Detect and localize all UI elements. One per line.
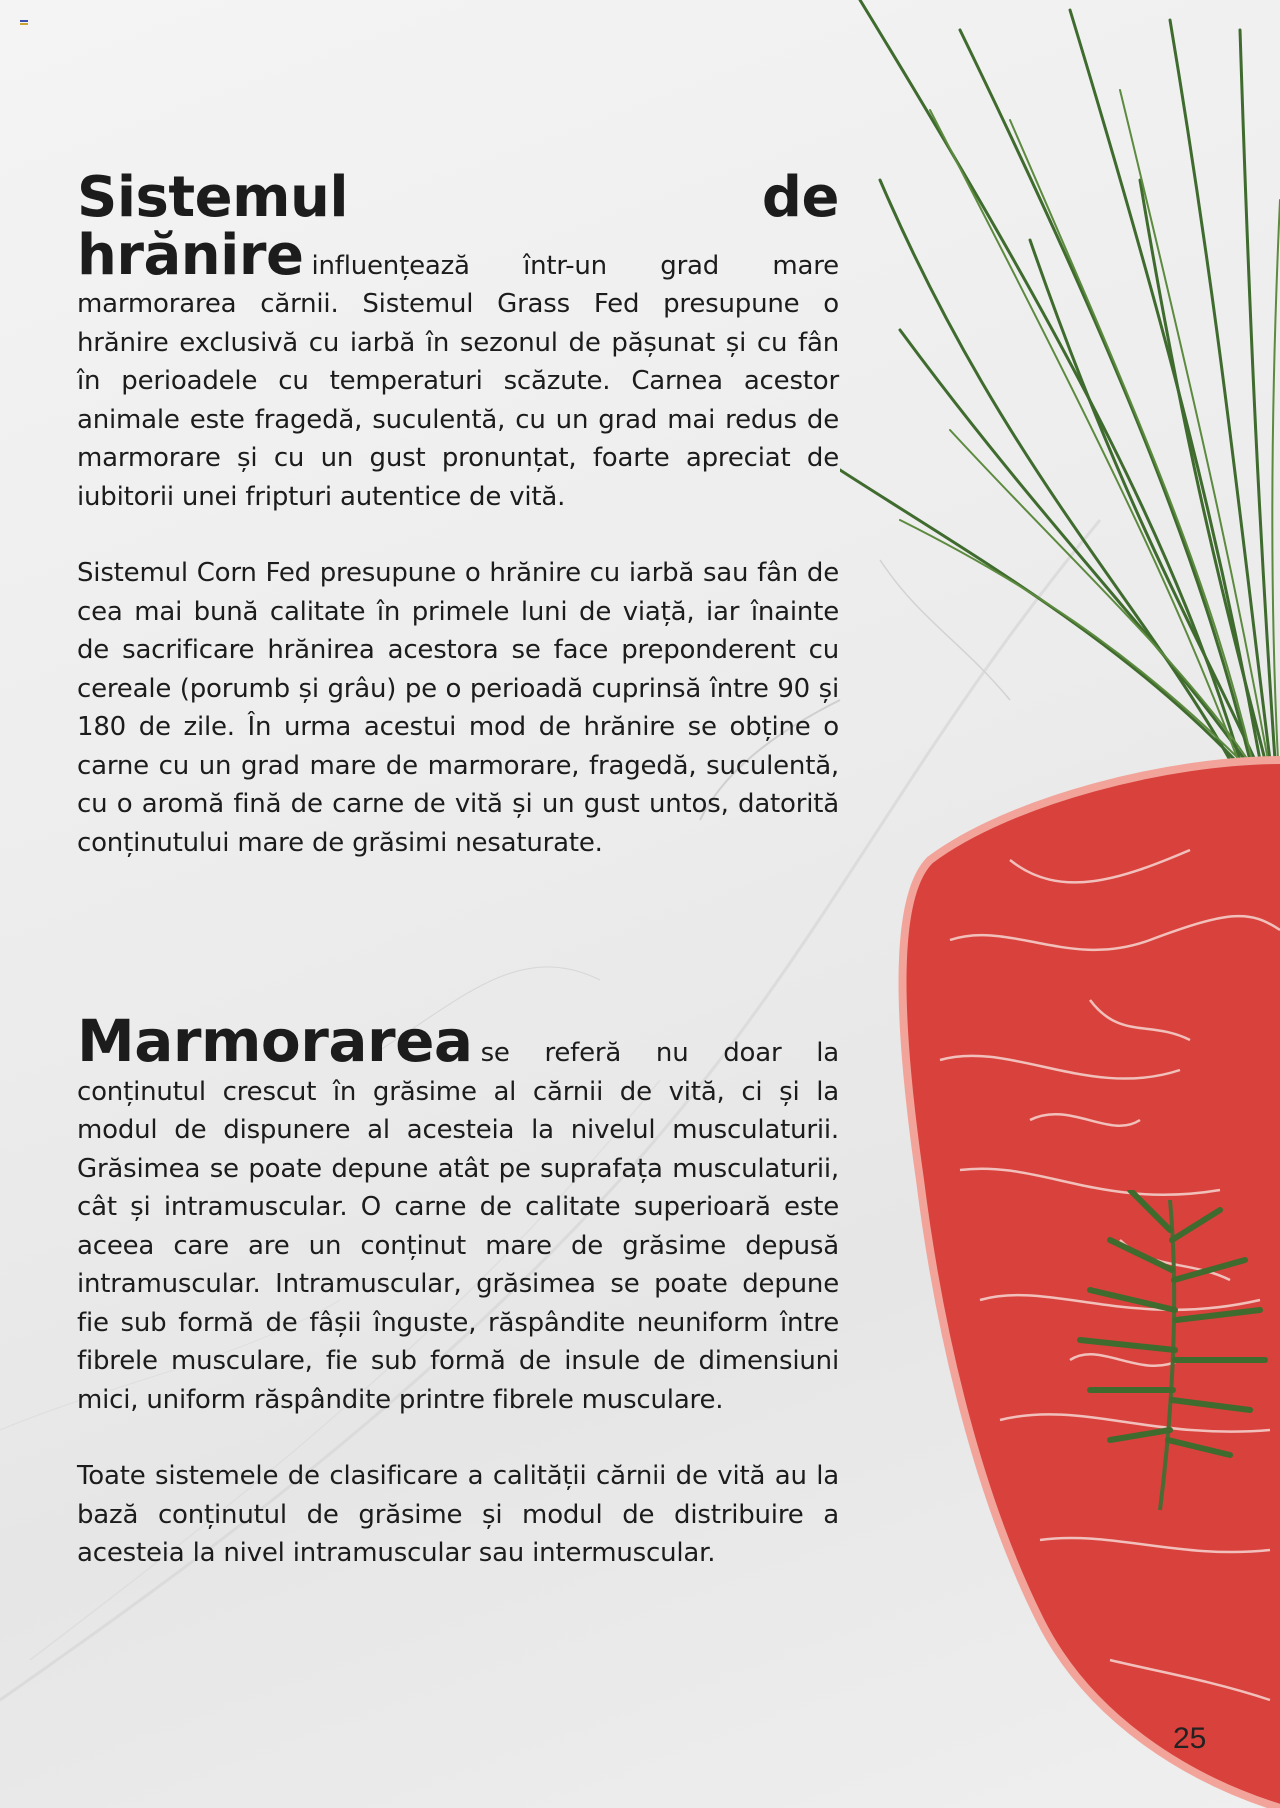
section-1-lead: influențează — [311, 250, 470, 281]
section-1-paragraph-1 — [77, 165, 839, 516]
section-2-paragraph-2: Toate sistemele de clasificare a calității cărnii de vită au la bază conținutul de grăsime și modul de distribuire a acesteia la nivel intramuscular sau intermuscular. — [77, 1461, 839, 1568]
herbs-image — [840, 0, 1280, 760]
section-2-heading: Marmorarea — [77, 1007, 473, 1075]
section-1-heading: Sistemul de hrănire — [77, 165, 839, 288]
section-2-body-1: crescut în grăsime al cărnii de vită, ci și la modul de dispunere al acesteia la nivelul musculaturii. Grăsimea se poate depune atât pe suprafața musculaturii, cât și intramuscular. O carne de calitate superioară este aceea care are un conținut mare de grăsime depusă intramuscular. Intramuscular, grăsimea se poate depune fie sub formă de fâșii înguste, răspândite neuniform între fibrele musculare, fie sub formă de insule de dimensiuni mici, uniform răspândite printre fibrele musculare. — [77, 1076, 839, 1415]
section-feeding-system — [77, 165, 839, 862]
section-1-paragraph-2: Sistemul Corn Fed presupune o hrănire cu iarbă sau fân de cea mai bună calitate în primele luni de viață, iar înainte de sacrificare hrănirea acestora se face preponderent cu cereale (porumb și grâu) pe o perioadă cuprinsă între 90 și 180 de zile. În urma acestui mod de hrănire se obține o carne cu un grad mare de marmorare, fragedă, suculentă, cu o aromă fină de carne de vită și un gust untos, datorită conținutului mare de grăsimi nesaturate. — [77, 558, 839, 858]
article-content — [77, 165, 839, 1573]
corner-mark — [20, 20, 28, 27]
section-2-paragraph-1 — [77, 1007, 839, 1419]
page-number: 25 — [1173, 1722, 1207, 1755]
rosemary-image — [1060, 1190, 1280, 1520]
section-1-body-1: într-un grad mare marmorarea cărnii. Sistemul Grass Fed presupune o hrănire exclusivă cu iarbă în sezonul de pășunat și cu fân în perioadele cu temperaturi scăzute. Carnea acestor animale este fragedă, suculentă, cu un grad mai redus de marmorare și cu un gust pronunțat, foarte apreciat de iubitorii unei fripturi autentice de vită. — [77, 250, 839, 512]
section-2-lead: se referă nu doar la conținutul — [77, 1038, 839, 1107]
section-marbling — [77, 1007, 839, 1573]
